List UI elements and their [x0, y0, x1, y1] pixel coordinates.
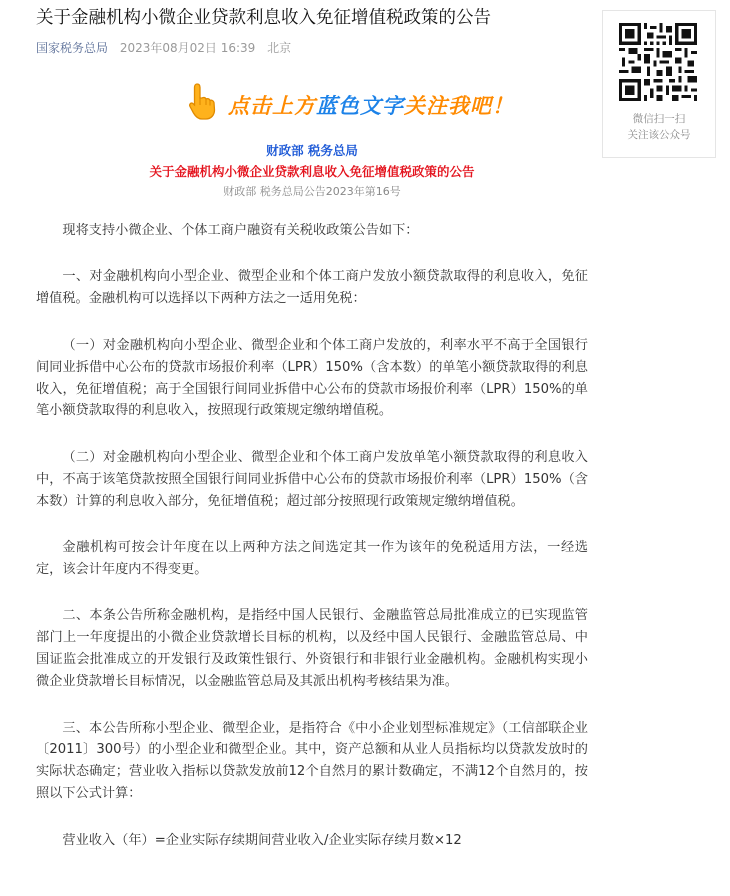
paragraph: （二）对金融机构向小型企业、微型企业和个体工商户发放单笔小额贷款取得的利息收入中，不高于该笔贷款按照全国银行间同业拆借中心公布的贷款市场报价利率（LPR）150%（含本数）计算的利息收入部分，免征增值税；超过部分按照现行政策规定缴纳增值税。 — [36, 449, 588, 509]
qr-card — [602, 10, 716, 158]
article-body — [36, 220, 588, 852]
account-name-link[interactable]: 国家税务总局 — [36, 41, 109, 55]
qr-caption-line1: 微信扫一扫 — [632, 113, 686, 125]
document-title: 关于金融机构小微企业贷款利息收入免征增值税政策的公告 — [149, 164, 475, 179]
issuer: 财政部 税务总局 — [266, 143, 358, 158]
qr-code-icon[interactable] — [619, 23, 697, 101]
document-number: 财政部 税务总局公告2023年第16号 — [223, 185, 401, 198]
paragraph: 金融机构可按会计年度在以上两种方法之间选定其一作为该年的免税适用方法，一经选定，该会计年度内不得变更。 — [36, 540, 588, 577]
article-meta — [36, 40, 588, 56]
paragraph: 现将支持小微企业、个体工商户融资有关税收政策公告如下： — [62, 223, 419, 238]
article-title: 关于金融机构小微企业贷款利息收入免征增值税政策的公告 — [36, 8, 491, 28]
article — [36, 0, 588, 876]
follow-text — [228, 90, 514, 120]
qr-caption-line2: 关注该公众号 — [627, 129, 691, 141]
paragraph: 二、本条公告所称金融机构，是指经中国人民银行、金融监管总局批准成立的已实现监管部门上一年度提出的小微企业贷款增长目标的机构，以及经中国人民银行、金融监管总局、中国证监会批准成立的开发银行及政策性银行、外资银行和非银行业金融机构。金融机构实现小微企业贷款增长目标情况，以金融监管总局及其派出机构考核结果为准。 — [36, 608, 588, 690]
paragraph: （一）对金融机构向小型企业、微型企业和个体工商户发放的，利率水平不高于全国银行间同业拆借中心公布的贷款市场报价利率（LPR）150%（含本数）的单笔小额贷款取得的利息收入，免征增值税；高于全国银行间同业拆借中心公布的贷款市场报价利率（LPR）150%的单笔小额贷款取得的利息收入，按照现行政策规定缴纳增值税。 — [36, 337, 588, 419]
qr-caption — [603, 111, 715, 143]
paragraph: 营业收入（年）=企业实际存续期间营业收入/企业实际存续月数×12 — [62, 832, 462, 848]
follow-text-part1: 点击上方 — [228, 94, 316, 118]
pointing-hand-icon — [188, 82, 222, 122]
paragraph: 一、对金融机构向小型企业、微型企业和个体工商户发放小额贷款取得的利息收入，免征增值税。金融机构可以选择以下两种方法之一适用免税： — [36, 269, 588, 307]
follow-text-part2: 蓝色文字 — [316, 94, 404, 118]
follow-banner — [188, 82, 588, 126]
publish-location: 北京 — [267, 41, 292, 55]
paragraph: 三、本公告所称小型企业、微型企业，是指符合《中小企业划型标准规定》（工信部联企业〔2011〕300号）的小型企业和微型企业。其中，资产总额和从业人员指标均以贷款发放时的实际状态确定；营业收入指标以贷款发放前12个自然月的累计数确定，不满12个自然月的，按照以下公式计算： — [36, 720, 588, 802]
publish-time: 2023年08月02日 16:39 — [119, 41, 256, 55]
follow-text-part3: 关注我吧！ — [404, 94, 514, 118]
